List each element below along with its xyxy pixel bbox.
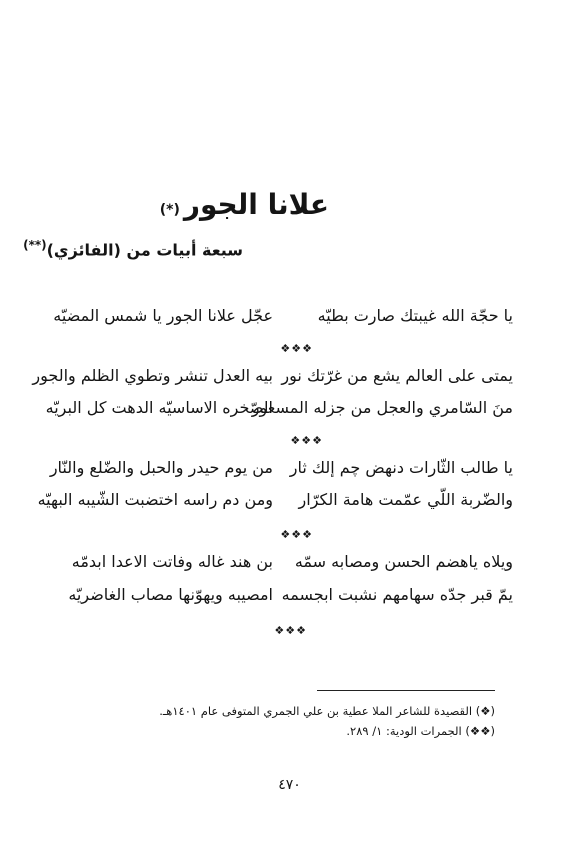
verse-2-second-hemistich: بيه العدل تنشر وتطوي الظلم والجور [32, 366, 273, 385]
verse-3 [45, 396, 513, 420]
verse-4-second-hemistich: من يوم حيدر والحبل والضّلع والنّار [49, 458, 273, 477]
verse-5 [37, 488, 513, 512]
verse-1-first-hemistich: يا حجّة الله غيبتك صارت بطيّه [317, 306, 513, 325]
section-separator-1: ❖❖❖ [280, 342, 313, 355]
verse-7-first-hemistich: يمّ قبر جدّه سهامهم نشبت ابجسمه [281, 585, 513, 604]
verse-2-first-hemistich: يمتى على العالم يشع من غرّتك نور [281, 366, 513, 385]
verse-1-second-hemistich: عجّل علانا الجور يا شمس المضيّه [53, 306, 273, 325]
verse-6-second-hemistich: بن هند غاله وفاتت الاعدا ابدمّه [71, 552, 273, 571]
verse-2 [32, 364, 513, 388]
verse-1 [53, 304, 513, 328]
footnote-divider [317, 690, 495, 691]
subtitle-footnote-marker: (**) [23, 238, 47, 252]
section-separator-3: ❖❖❖ [280, 528, 313, 541]
footnote-2: (❖❖) الجمرات الودية: ١/ ٢٨٩. [346, 724, 495, 738]
verse-5-second-hemistich: ومن دم راسه اختضبت الشّيبه البهيّه [37, 490, 273, 509]
section-separator-4: ❖❖❖ [274, 624, 307, 637]
poem-title-text: علانا الجور [183, 188, 329, 221]
title-footnote-marker: (*) [159, 202, 180, 218]
verse-3-first-hemistich: منَ السّامري والعجل من جزله المسعور [251, 398, 513, 417]
footnote-1: (❖) القصيدة للشاعر الملا عطية بن علي الجمري المتوفى عام ١٤٠١هـ. [159, 704, 495, 718]
verse-7 [63, 583, 513, 607]
poem-subtitle [23, 238, 243, 259]
verse-6 [63, 550, 513, 574]
verse-4-first-hemistich: يا طالب الثّارات دنهض چم إلك ثار [289, 458, 513, 477]
page-number: ٤٧٠ [278, 777, 301, 793]
verse-5-first-hemistich: والضّربة اللّي عمّمت هامة الكرّار [298, 490, 513, 509]
verse-4 [49, 456, 513, 480]
poem-subtitle-text: سبعة أبيات من (الفائزي) [46, 240, 243, 260]
section-separator-2: ❖❖❖ [290, 434, 323, 447]
verse-6-first-hemistich: ويلاه ياهضم الحسن ومصابه سمّه [294, 552, 513, 571]
verse-3-second-hemistich: الصّخره الاساسيّه الدهت كل البريّه [45, 398, 273, 417]
poem-title [160, 188, 329, 221]
verse-7-second-hemistich: امصيبه ويهوّنها مصاب الغاضريّه [68, 585, 273, 604]
